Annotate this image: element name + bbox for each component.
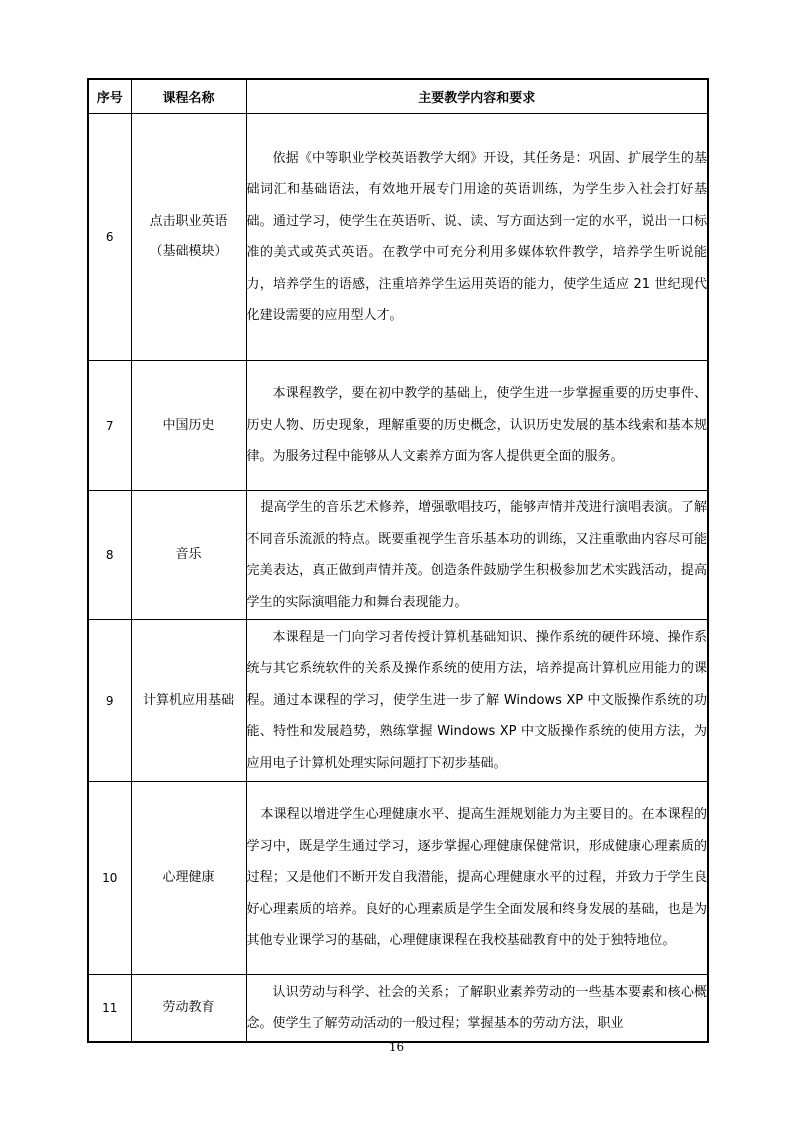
course-name: 中国历史 (131, 361, 246, 491)
header-number: 序号 (88, 79, 131, 114)
document-page (87, 78, 707, 1043)
table-row (88, 114, 708, 361)
course-name-line: 点击职业英语 (149, 214, 228, 229)
course-content (246, 975, 708, 1043)
table-row (88, 620, 708, 782)
course-content (246, 114, 708, 361)
course-content (246, 491, 708, 620)
header-content: 主要教学内容和要求 (246, 79, 708, 114)
course-content-text: 本课程以增进学生心理健康水平、提高生涯规划能力为主要目的。在本课程的学习中，既是学生通过学习，逐步掌握心理健康保健常识，形成健康心理素质的过程；又是他们不断开发自我潜能，提高心理健康水平的过程，并致力于学生良好心理素质的培养。良好的心理素质是学生全面发展和终身发展的基础，也是为其他专业课学习的基础，心理健康课程在我校基础教育中的处于独特地位。 (246, 807, 707, 949)
course-content-text: 提高学生的音乐艺术修养，增强歌唱技巧，能够声情并茂进行演唱表演。了解不同音乐流派的特点。既要重视学生音乐基本功的训练，又注重歌曲内容尽可能完美表达，真正做到声情并茂。创造条件鼓励学生积极参加艺术实践活动，提高学生的实际演唱能力和舞台表现能力。 (246, 500, 707, 610)
course-content-text: 认识劳动与科学、社会的关系；了解职业素养劳动的一些基本要素和核心概念。使学生了解劳动活动的一般过程；掌握基本的劳动方法，职业 (246, 984, 707, 1031)
course-content (246, 361, 708, 491)
table-row (88, 975, 708, 1043)
row-number: 7 (88, 361, 131, 491)
course-name: 心理健康 (131, 782, 246, 975)
row-number: 11 (88, 975, 131, 1043)
header-course-name: 课程名称 (131, 79, 246, 114)
course-content (246, 620, 708, 782)
course-name (131, 114, 246, 361)
course-name: 劳动教育 (131, 975, 246, 1043)
row-number: 6 (88, 114, 131, 361)
table-row (88, 361, 708, 491)
course-name: 计算机应用基础 (131, 620, 246, 782)
course-content-text: 依据《中等职业学校英语教学大纲》开设，其任务是：巩固、扩展学生的基础词汇和基础语法，有效地开展专门用途的英语训练，为学生步入社会打好基础。通过学习，使学生在英语听、说、读、写方面达到一定的水平，说出一口标准的美式或英式英语。在教学中可充分利用多媒体软件教学，培养学生听说能力，培养学生的语感，注重培养学生运用英语的能力，使学生适应 21 世纪现代化建设需要的应用型人才。 (246, 150, 707, 323)
course-table (87, 78, 709, 1043)
course-content (246, 782, 708, 975)
row-number: 9 (88, 620, 131, 782)
row-number: 10 (88, 782, 131, 975)
course-name: 音乐 (131, 491, 246, 620)
table-row (88, 491, 708, 620)
table-header-row (88, 79, 708, 114)
course-content-text: 本课程教学，要在初中教学的基础上，使学生进一步掌握重要的历史事件、历史人物、历史现象，理解重要的历史概念，认识历史发展的基本线索和基本规律。为服务过程中能够从人文素养方面为客人提供更全面的服务。 (246, 386, 707, 465)
course-name-subline: （基础模块） (149, 244, 228, 259)
page-number: 16 (388, 1040, 405, 1054)
table-row (88, 782, 708, 975)
row-number: 8 (88, 491, 131, 620)
course-content-text: 本课程是一门向学习者传授计算机基础知识、操作系统的硬件环境、操作系统与其它系统软件的关系及操作系统的使用方法，培养提高计算机应用能力的课程。通过本课程的学习，使学生进一步了解 Windows XP 中文版操作系统的功能、特性和发展趋势，熟练掌握 Windows XP 中文版操作系统的使用方法，为应用电子计算机处理实际问题打下初步基础。 (246, 629, 707, 771)
